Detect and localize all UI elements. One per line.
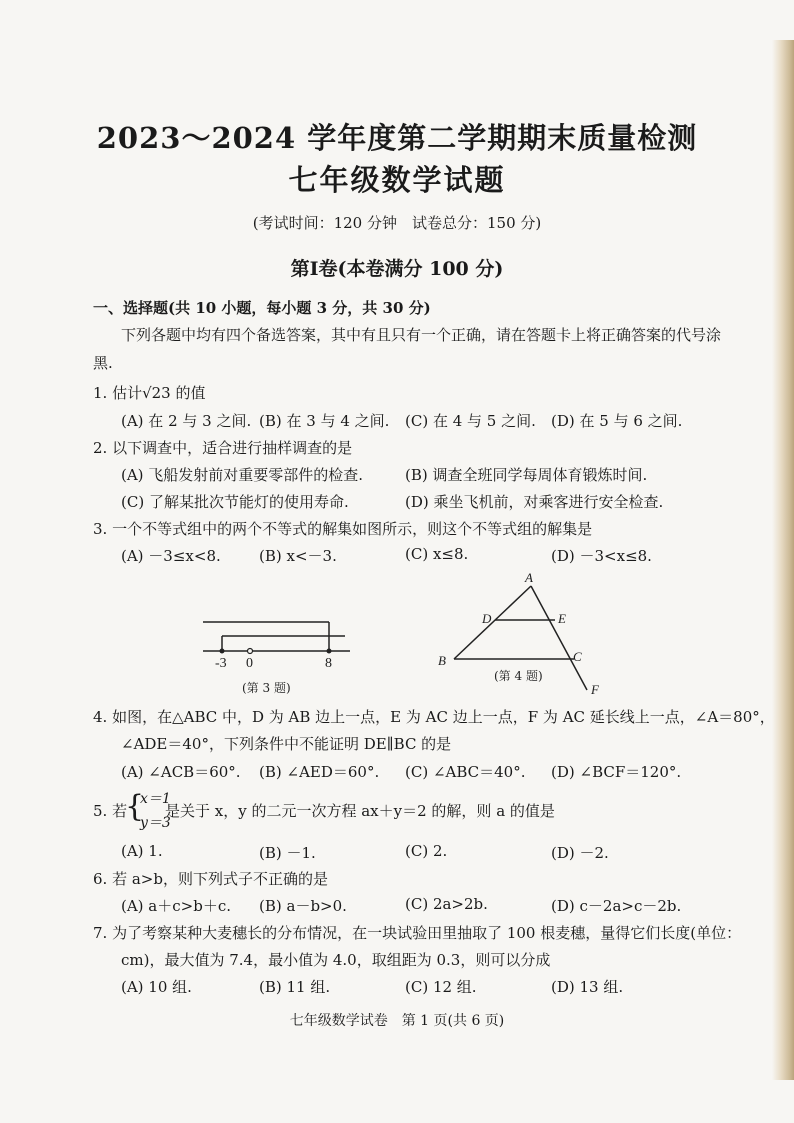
figure-4-caption: (第 4 题): [494, 669, 543, 683]
q5-option-a: (A) 1.: [121, 842, 163, 860]
exam-title: 2023～2024 学年度第二学期期末质量检测: [96, 121, 698, 155]
instruction-line-2: 黑.: [93, 354, 113, 372]
q1-option-b: (B) 在 3 与 4 之间.: [259, 412, 390, 430]
question-4-stem-2: ∠ADE＝40°，下列条件中不能证明 DE∥BC 的是: [121, 735, 452, 753]
q1-option-d: (D) 在 5 与 6 之间.: [551, 412, 683, 430]
q2-option-d: (D) 乘坐飞机前，对乘客进行安全检查.: [405, 493, 664, 511]
q3-option-a: (A) －3≤x<8.: [121, 547, 221, 565]
q2-option-a: (A) 飞船发射前对重要零部件的检查.: [121, 466, 364, 484]
q6-option-a: (A) a＋c>b＋c.: [121, 897, 231, 915]
side-ab: [454, 586, 531, 659]
q7-option-a: (A) 10 组.: [121, 978, 192, 996]
label-c: C: [573, 649, 582, 664]
question-5-suffix: 是关于 x，y 的二元一次方程 ax＋y＝2 的解，则 a 的值是: [165, 802, 555, 820]
q5-option-c: (C) 2.: [405, 842, 448, 860]
q5-system-line-1: x＝1: [140, 791, 171, 807]
q7-option-b: (B) 11 组.: [259, 978, 331, 996]
point-minus-3: [220, 649, 225, 654]
part-title: 第Ⅰ卷(本卷满分 100 分): [290, 258, 504, 280]
figure-3-caption: (第 3 题): [242, 681, 291, 695]
q2-option-c: (C) 了解某批次节能灯的使用寿命.: [121, 493, 349, 511]
q5-system-line-2: y＝3: [140, 815, 171, 831]
section-heading: 一、选择题(共 10 小题，每小题 3 分，共 30 分): [93, 299, 431, 317]
q6-option-d: (D) c－2a>c－2b.: [551, 897, 682, 915]
question-6-stem: 6. 若 a>b，则下列式子不正确的是: [93, 870, 328, 888]
label-e: E: [558, 611, 566, 626]
q3-option-c: (C) x≤8.: [405, 545, 469, 563]
figure-3-number-line: [195, 612, 360, 702]
point-0: [248, 649, 253, 654]
q5-option-d: (D) －2.: [551, 844, 609, 862]
q3-option-d: (D) －3<x≤8.: [551, 547, 652, 565]
label-b: B: [438, 653, 446, 668]
q7-option-d: (D) 13 组.: [551, 978, 624, 996]
q7-option-c: (C) 12 组.: [405, 978, 477, 996]
q2-option-b: (B) 调查全班同学每周体育锻炼时间.: [405, 466, 648, 484]
figure-4-triangle: [432, 572, 607, 702]
q6-option-c: (C) 2a>2b.: [405, 895, 488, 913]
q6-option-b: (B) a－b>0.: [259, 897, 347, 915]
question-3-stem: 3. 一个不等式组中的两个不等式的解集如图所示，则这个不等式组的解集是: [93, 520, 593, 538]
q3-option-b: (B) x<－3.: [259, 547, 337, 565]
point-8: [327, 649, 332, 654]
question-4-stem-1: 4. 如图，在△ABC 中，D 为 AB 边上一点，E 为 AC 边上一点，F 为 AC 延长线上一点，∠A＝80°，: [93, 708, 775, 726]
question-5-prefix: 5. 若: [93, 802, 128, 820]
exam-subtitle: 七年级数学试题: [288, 163, 506, 197]
question-7-stem-2: cm)，最大值为 7.4，最小值为 4.0，取组距为 0.3，则可以分成: [121, 951, 551, 969]
instruction-line-1: 下列各题中均有四个备选答案，其中有且只有一个正确，请在答题卡上将正确答案的代号涂: [121, 326, 722, 344]
question-2-stem: 2. 以下调查中，适合进行抽样调查的是: [93, 439, 353, 457]
tick-label-8: 8: [325, 656, 332, 671]
tick-label-0: 0: [246, 656, 253, 671]
label-f: F: [591, 682, 599, 697]
q4-option-a: (A) ∠ACB＝60°.: [121, 763, 241, 781]
q4-option-c: (C) ∠ABC＝40°.: [405, 763, 526, 781]
q4-option-b: (B) ∠AED＝60°.: [259, 763, 380, 781]
exam-info: (考试时间：120 分钟 试卷总分：150 分): [252, 214, 542, 232]
tick-label-minus-3: -3: [215, 656, 227, 671]
q4-option-d: (D) ∠BCF＝120°.: [551, 763, 682, 781]
q1-option-c: (C) 在 4 与 5 之间.: [405, 412, 536, 430]
question-1-stem: 1. 估计√23 的值: [93, 384, 206, 402]
label-a: A: [525, 572, 533, 585]
system-brace: {: [125, 789, 145, 824]
label-d: D: [482, 611, 492, 626]
question-7-stem-1: 7. 为了考察某种大麦穗长的分布情况，在一块试验田里抽取了 100 根麦穗，量得它们长度(单位：: [93, 924, 742, 942]
page-footer: 七年级数学试卷 第 1 页(共 6 页): [289, 1013, 505, 1029]
q5-option-b: (B) －1.: [259, 844, 316, 862]
q1-option-a: (A) 在 2 与 3 之间.: [121, 412, 252, 430]
